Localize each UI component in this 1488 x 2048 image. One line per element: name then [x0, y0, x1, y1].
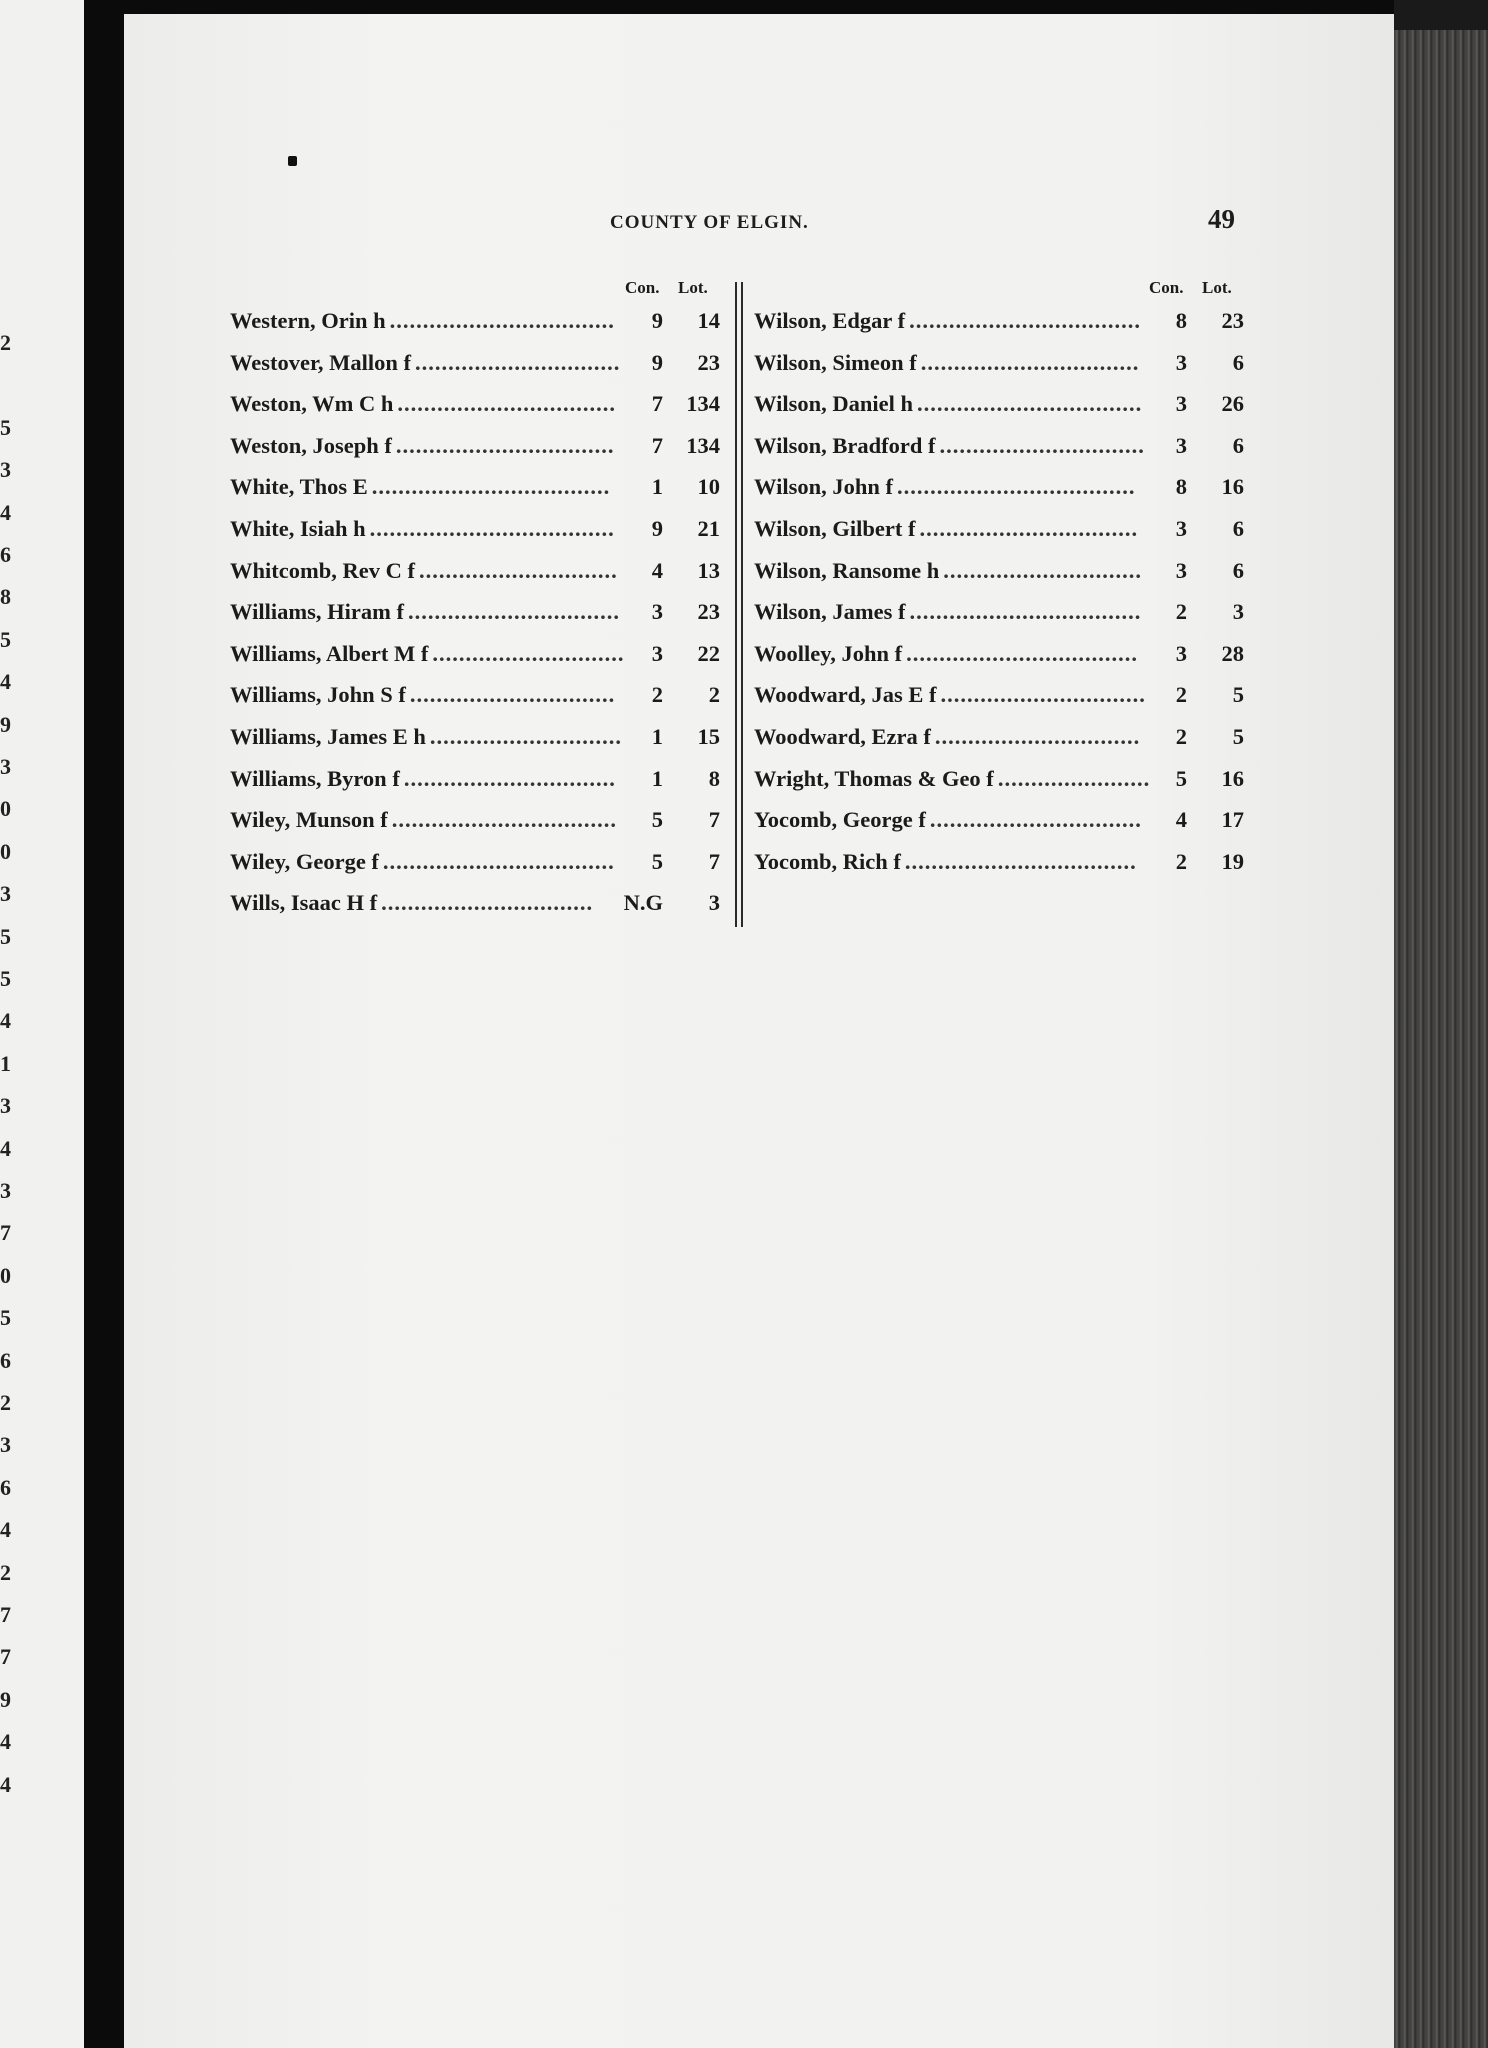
lot-value: 13	[697, 557, 720, 583]
lot-value: 6	[1232, 432, 1244, 458]
entry-name: Wilson, John f	[754, 474, 894, 500]
facing-page-digit: 5	[0, 966, 11, 991]
concession-value: 3	[1175, 391, 1187, 417]
lot-value: 2	[708, 682, 720, 708]
table-row	[754, 678, 1244, 720]
page-title: COUNTY OF ELGIN.	[610, 212, 809, 233]
concession-value: 9	[651, 349, 663, 375]
entry-name: Woodward, Jas E f	[754, 682, 937, 708]
facing-page-digit: 6	[0, 542, 11, 567]
lot-value: 21	[697, 515, 720, 541]
facing-page-digit: 3	[0, 754, 11, 779]
concession-value: 3	[651, 640, 663, 666]
entry-name: Westover, Mallon f	[230, 349, 412, 375]
facing-page-digit: 4	[0, 1729, 11, 1755]
right-column	[754, 278, 1244, 886]
table-row	[754, 304, 1244, 346]
leader-dots: ................................	[929, 807, 1142, 833]
entry-name: Yocomb, George f	[754, 807, 926, 833]
leader-dots: ..............................	[418, 557, 618, 583]
table-row	[230, 762, 720, 804]
facing-page-digit: 5	[0, 626, 11, 652]
lot-value: 14	[697, 308, 720, 333]
concession-value: 1	[651, 474, 663, 500]
table-row	[230, 346, 720, 388]
concession-value: 3	[1175, 640, 1187, 666]
table-row	[754, 762, 1244, 804]
concession-value: 7	[651, 391, 663, 417]
lot-value: 10	[697, 474, 720, 500]
lot-header: Lot.	[678, 278, 708, 297]
leader-dots: ...................................	[904, 848, 1137, 874]
facing-page-digit: 4	[0, 1008, 11, 1034]
column-header	[754, 278, 1244, 304]
concession-value: 2	[1175, 682, 1187, 708]
entry-name: Williams, John S f	[230, 682, 406, 708]
table-row	[754, 845, 1244, 887]
concession-value: 4	[651, 557, 663, 583]
concession-value: 2	[1175, 848, 1187, 874]
leader-dots: ................................	[407, 599, 620, 625]
lot-value: 6	[1232, 557, 1244, 583]
ink-mark	[288, 156, 297, 166]
leader-dots: ...............................	[939, 432, 1145, 458]
table-row	[230, 720, 720, 762]
table-row	[230, 845, 720, 887]
entry-name: Wilson, Daniel h	[754, 391, 914, 417]
facing-page-digit: 8	[0, 584, 11, 610]
table-row	[230, 678, 720, 720]
table-row	[230, 595, 720, 637]
lot-value: 134	[686, 391, 720, 417]
facing-page-digit: 5	[0, 1305, 11, 1331]
facing-page-digit: 4	[0, 1517, 11, 1543]
facing-page-digit: 4	[0, 669, 11, 695]
facing-page-digit: 3	[0, 1178, 11, 1203]
leader-dots: ................................	[381, 890, 594, 916]
entry-name: Wilson, Edgar f	[754, 308, 906, 333]
entry-name: Williams, Hiram f	[230, 599, 404, 625]
table-row	[230, 304, 720, 346]
page-number: 49	[1208, 204, 1235, 234]
entry-name: Woodward, Ezra f	[754, 723, 931, 749]
entry-name: White, Isiah h	[230, 515, 366, 541]
entry-name: Weston, Wm C h	[230, 391, 394, 417]
leader-dots: ....................................	[897, 474, 1136, 500]
facing-page-digit: 0	[0, 1262, 11, 1288]
facing-page-digit: 2	[0, 1559, 11, 1585]
lot-value: 134	[686, 432, 720, 458]
entry-name: Wilson, Simeon f	[754, 349, 917, 375]
entry-name: Western, Orin h	[230, 308, 386, 333]
facing-page-digit: 3	[0, 1432, 11, 1458]
lot-value: 3	[1232, 599, 1244, 625]
concession-value: 3	[651, 599, 663, 625]
leader-dots: .................................	[919, 515, 1139, 541]
facing-page-edge	[0, 0, 84, 2048]
table-row	[754, 720, 1244, 762]
facing-page-digit: 4	[0, 1771, 11, 1797]
concession-value: 3	[1175, 432, 1187, 458]
table-row	[230, 803, 720, 845]
entry-list	[754, 304, 1244, 886]
concession-value: 4	[1175, 807, 1187, 833]
facing-page-digit: 5	[0, 414, 11, 440]
leader-dots: .................................	[920, 349, 1140, 375]
entry-name: Williams, James E h	[230, 723, 426, 749]
table-row	[754, 387, 1244, 429]
table-row	[754, 637, 1244, 679]
lot-value: 16	[1221, 474, 1244, 500]
leader-dots: ...................................	[906, 640, 1139, 666]
lot-value: 5	[1232, 723, 1244, 749]
concession-value: 8	[1175, 474, 1187, 500]
lot-value: 5	[1232, 682, 1244, 708]
leader-dots: ...............................	[415, 349, 621, 375]
leader-dots: .............................	[429, 723, 622, 749]
entry-name: Wiley, George f	[230, 848, 379, 874]
entry-name: White, Thos E	[230, 474, 368, 500]
lot-value: 23	[697, 599, 720, 625]
entry-name: Wills, Isaac H f	[230, 890, 378, 916]
leader-dots: ..................................	[391, 807, 617, 833]
concession-value: 3	[1175, 349, 1187, 375]
leader-dots: ...............................	[409, 682, 616, 708]
facing-page-digit: 0	[0, 838, 11, 864]
concession-value: 9	[651, 515, 663, 541]
table-row	[754, 803, 1244, 845]
leader-dots: ...................................	[382, 848, 615, 874]
lot-header: Lot.	[1202, 278, 1232, 297]
entry-name: Wiley, Munson f	[230, 807, 388, 833]
facing-page-digit: 9	[0, 711, 11, 737]
concession-value: 7	[651, 432, 663, 458]
con-header: Con.	[1149, 278, 1184, 297]
concession-value: N.G	[623, 890, 663, 916]
concession-value: 1	[651, 723, 663, 749]
leader-dots: ...............................	[934, 723, 1141, 749]
lot-value: 28	[1221, 640, 1244, 666]
facing-page-digit: 7	[0, 1220, 11, 1246]
table-row	[230, 886, 720, 928]
lot-value: 6	[1232, 515, 1244, 541]
lot-value: 16	[1221, 765, 1244, 791]
entry-name: Woolley, John f	[754, 640, 903, 666]
lot-value: 3	[708, 890, 720, 916]
facing-page-digit: 0	[0, 796, 11, 822]
entry-name: Williams, Albert M f	[230, 640, 429, 666]
leader-dots: ..............................	[943, 557, 1143, 583]
lot-value: 7	[708, 807, 720, 833]
leader-dots: .............................	[432, 640, 625, 666]
facing-page-digit: 2	[0, 1390, 11, 1415]
leader-dots: .......................	[997, 765, 1151, 791]
leader-dots: ....................................	[371, 474, 611, 500]
lot-value: 6	[1232, 349, 1244, 375]
table-row	[754, 554, 1244, 596]
leader-dots: ..................................	[917, 391, 1143, 417]
leader-dots: ..................................	[389, 308, 615, 333]
facing-page-digit: 7	[0, 1602, 11, 1627]
lot-value: 23	[1221, 308, 1244, 333]
facing-page-digit: 6	[0, 1474, 11, 1500]
concession-value: 1	[651, 765, 663, 791]
table-row	[230, 512, 720, 554]
lot-value: 17	[1221, 807, 1244, 833]
facing-page-digit: 6	[0, 1347, 11, 1373]
facing-page-digit: 4	[0, 1135, 11, 1161]
table-row	[754, 429, 1244, 471]
concession-value: 8	[1175, 308, 1187, 333]
concession-value: 9	[651, 308, 663, 333]
lot-value: 7	[708, 848, 720, 874]
concession-value: 5	[1175, 765, 1187, 791]
leader-dots: ...................................	[909, 308, 1141, 333]
top-shadow	[84, 0, 1394, 14]
concession-value: 5	[651, 848, 663, 874]
lot-value: 19	[1221, 848, 1244, 874]
lot-value: 15	[697, 723, 720, 749]
facing-page-digit: 5	[0, 923, 11, 949]
facing-page-digit: 4	[0, 499, 11, 525]
entry-list	[230, 304, 720, 928]
leader-dots: ...................................	[909, 599, 1142, 625]
concession-value: 2	[1175, 723, 1187, 749]
table-row	[230, 637, 720, 679]
entry-name: Weston, Joseph f	[230, 432, 392, 458]
con-header: Con.	[625, 278, 660, 297]
entry-name: Wilson, Ransome h	[754, 557, 940, 583]
table-row	[754, 470, 1244, 512]
column-header	[230, 278, 720, 304]
concession-value: 3	[1175, 515, 1187, 541]
left-column	[230, 278, 720, 928]
facing-page-digit: 7	[0, 1644, 11, 1670]
facing-page-digit: 9	[0, 1686, 11, 1712]
leader-dots: ...............................	[940, 682, 1146, 708]
lot-value: 22	[697, 640, 720, 666]
facing-page-digit: 3	[0, 457, 11, 483]
facing-page-digit: 3	[0, 1093, 11, 1119]
lot-value: 26	[1221, 391, 1244, 417]
entry-name: Wilson, James f	[754, 599, 906, 625]
concession-value: 2	[651, 682, 663, 708]
leader-dots: .................................	[397, 391, 616, 417]
concession-value: 3	[1175, 557, 1187, 583]
concession-value: 2	[1175, 599, 1187, 625]
table-row	[230, 554, 720, 596]
entry-name: Williams, Byron f	[230, 765, 400, 791]
leader-dots: .................................	[395, 432, 615, 458]
book-gutter	[84, 0, 124, 2048]
facing-page-digit: 3	[0, 881, 11, 907]
column-divider	[741, 282, 743, 927]
table-row	[230, 387, 720, 429]
entry-name: Whitcomb, Rev C f	[230, 557, 415, 583]
table-row	[230, 470, 720, 512]
lot-value: 23	[697, 349, 720, 375]
entry-name: Wright, Thomas & Geo f	[754, 765, 994, 791]
leader-dots: ................................	[403, 765, 616, 791]
column-divider	[735, 282, 737, 927]
entry-name: Wilson, Gilbert f	[754, 515, 916, 541]
entry-name: Yocomb, Rich f	[754, 848, 901, 874]
lot-value: 8	[708, 765, 720, 791]
table-row	[230, 429, 720, 471]
facing-page-digit: 2	[0, 330, 11, 355]
table-row	[754, 346, 1244, 388]
leader-dots: .....................................	[369, 515, 615, 541]
book-page-edges	[1394, 30, 1488, 2048]
facing-page-digit: 1	[0, 1050, 11, 1076]
table-row	[754, 512, 1244, 554]
table-row	[754, 595, 1244, 637]
concession-value: 5	[651, 807, 663, 833]
entry-name: Wilson, Bradford f	[754, 432, 936, 458]
